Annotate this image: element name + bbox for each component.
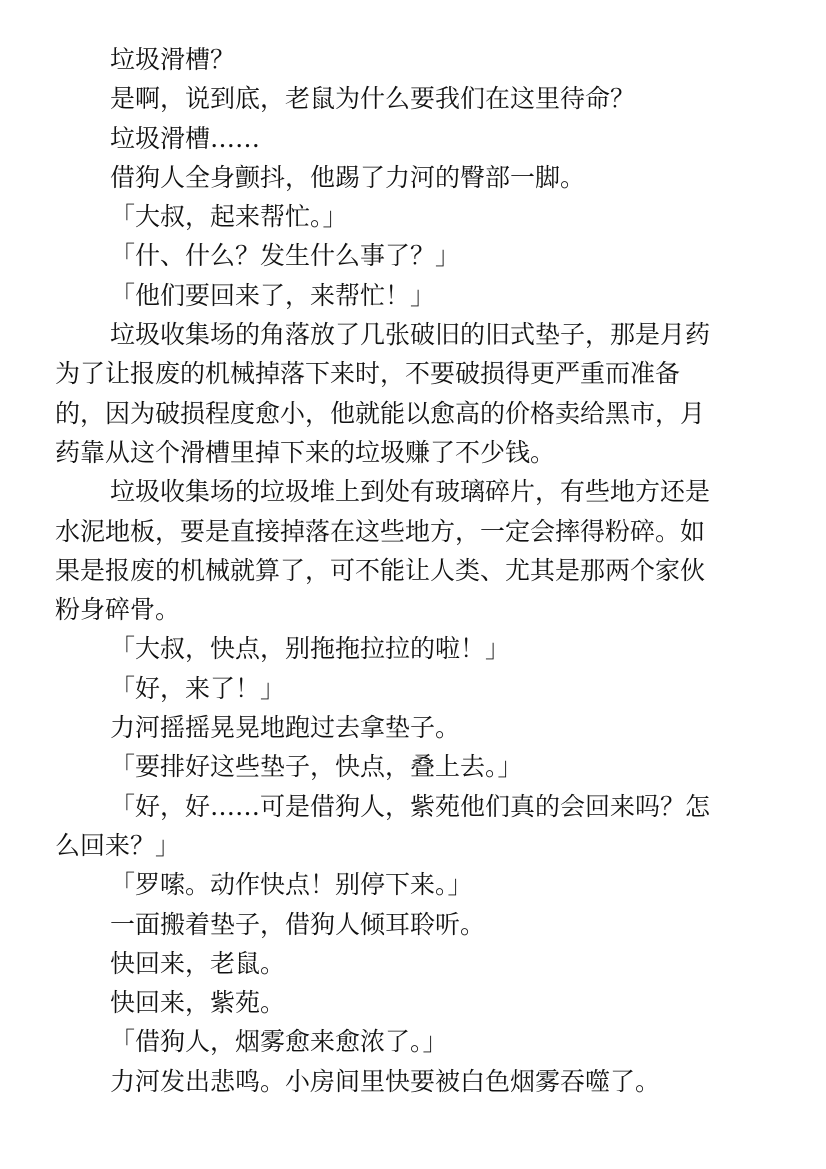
- text-line: 水泥地板，要是直接掉落在这些地方，一定会摔得粉碎。如: [55, 516, 706, 546]
- text-line: 「罗嗦。动作快点！别停下来。」: [110, 870, 473, 900]
- text-line: 果是报废的机械就算了，可不能让人类、尤其是那两个家伙: [55, 555, 706, 585]
- text-line: 么回来？」: [55, 830, 181, 860]
- text-line: 「要排好这些垫子，快点，叠上去。」: [110, 752, 523, 782]
- text-line: 药靠从这个滑槽里掉下来的垃圾赚了不少钱。: [55, 437, 556, 467]
- text-line: 垃圾滑槽……: [110, 123, 261, 153]
- text-line: 力河摇摇晃晃地跑过去拿垫子。: [110, 713, 461, 743]
- text-line: 的，因为破损程度愈小，他就能以愈高的价格卖给黑市，月: [55, 398, 706, 428]
- text-line: 快回来，老鼠。: [110, 948, 286, 978]
- text-line: 粉身碎骨。: [55, 595, 181, 625]
- text-line: 是啊，说到底，老鼠为什么要我们在这里待命？: [110, 84, 636, 114]
- text-line: 为了让报废的机械掉落下来时，不要破损得更严重而准备: [55, 359, 681, 389]
- text-line: 垃圾滑槽？: [110, 45, 236, 74]
- text-line: 「什、什么？发生什么事了？」: [110, 241, 461, 271]
- text-line: 「借狗人，烟雾愈来愈浓了。」: [110, 1027, 448, 1057]
- text-line: 「好，好……可是借狗人，紫苑他们真的会回来吗？怎: [110, 791, 711, 821]
- text-line: 力河发出悲鸣。小房间里快要被白色烟雾吞噬了。: [110, 1066, 661, 1096]
- text-line: 「好，来了！」: [110, 673, 286, 703]
- text-line: 「大叔，起来帮忙。」: [110, 202, 348, 232]
- text-line: 垃圾收集场的角落放了几张破旧的旧式垫子，那是月药: [110, 320, 711, 350]
- text-line: 借狗人全身颤抖，他踢了力河的臀部一脚。: [110, 162, 586, 192]
- text-line: 「大叔，快点，别拖拖拉拉的啦！」: [110, 634, 511, 664]
- text-line: 一面搬着垫子，借狗人倾耳聆听。: [110, 909, 486, 939]
- text-line: 垃圾收集场的垃圾堆上到处有玻璃碎片，有些地方还是: [110, 477, 711, 507]
- text-line: 快回来，紫苑。: [110, 988, 286, 1018]
- document-page: [55, 40, 750, 1101]
- text-line: 「他们要回来了，来帮忙！」: [110, 280, 436, 310]
